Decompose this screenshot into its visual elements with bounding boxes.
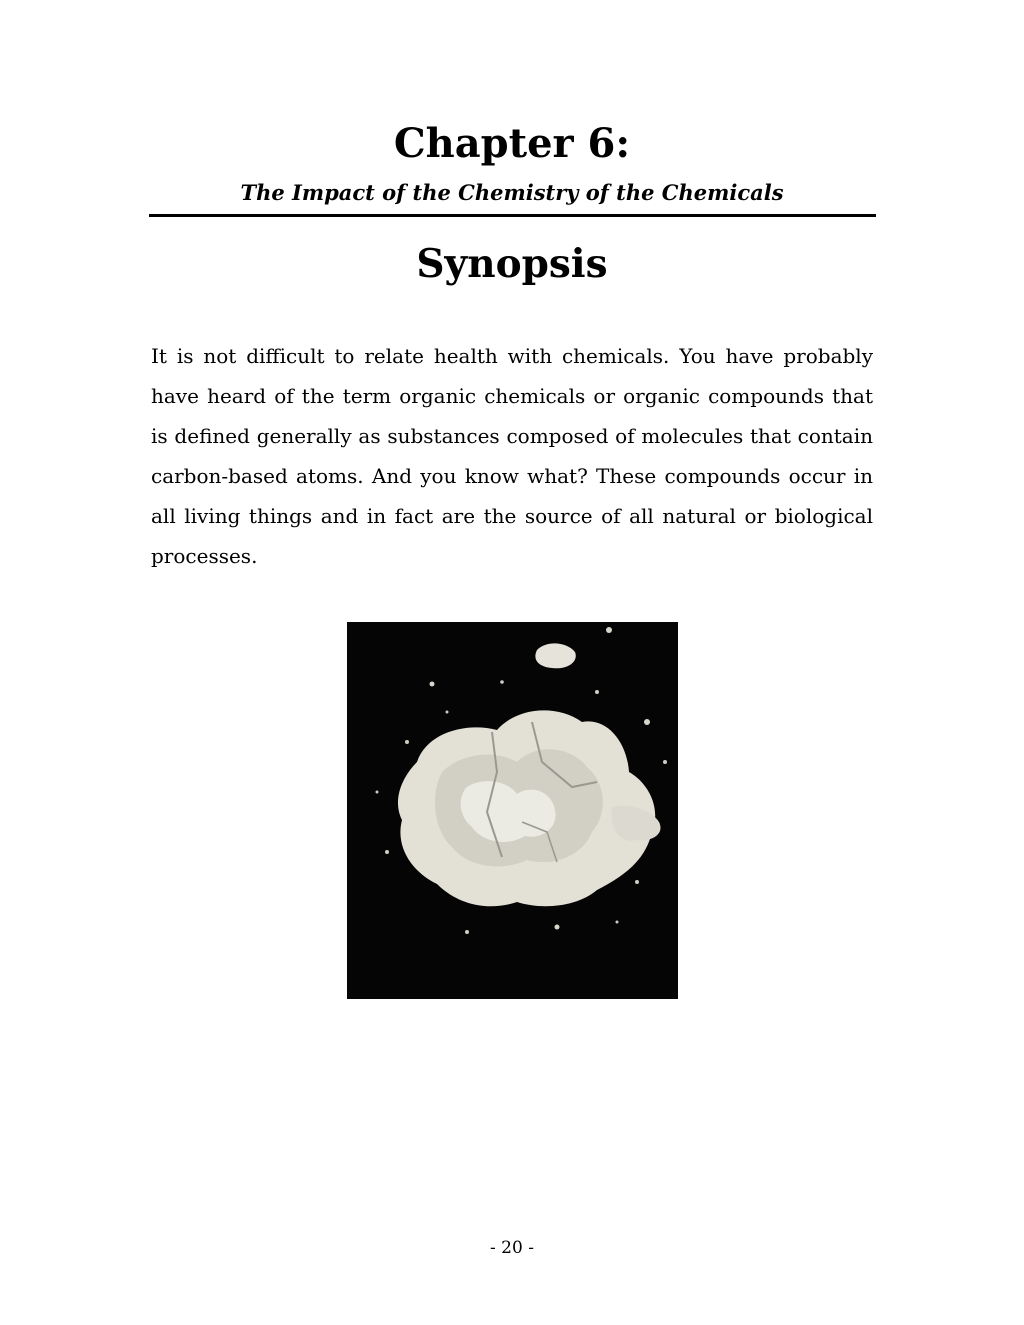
chapter-subtitle: The Impact of the Chemistry of the Chemicals: [240, 180, 784, 205]
powder-photo: [347, 622, 678, 999]
white-powder-on-black-photo-icon: [347, 622, 678, 999]
page-number: - 20 -: [490, 1238, 534, 1258]
section-heading: Synopsis: [416, 241, 608, 287]
chapter-title: Chapter 6:: [393, 120, 631, 167]
title-divider: [149, 214, 876, 217]
body-paragraph: It is not difficult to relate health with chemicals. You have probably have heard of the term organic chemicals or organic compounds that is defined generally as substances composed of molecules that contain carbon-based atoms. And you know what? These compounds occur in all living things and in fact are the source of all natural or biological processes.: [151, 344, 873, 568]
